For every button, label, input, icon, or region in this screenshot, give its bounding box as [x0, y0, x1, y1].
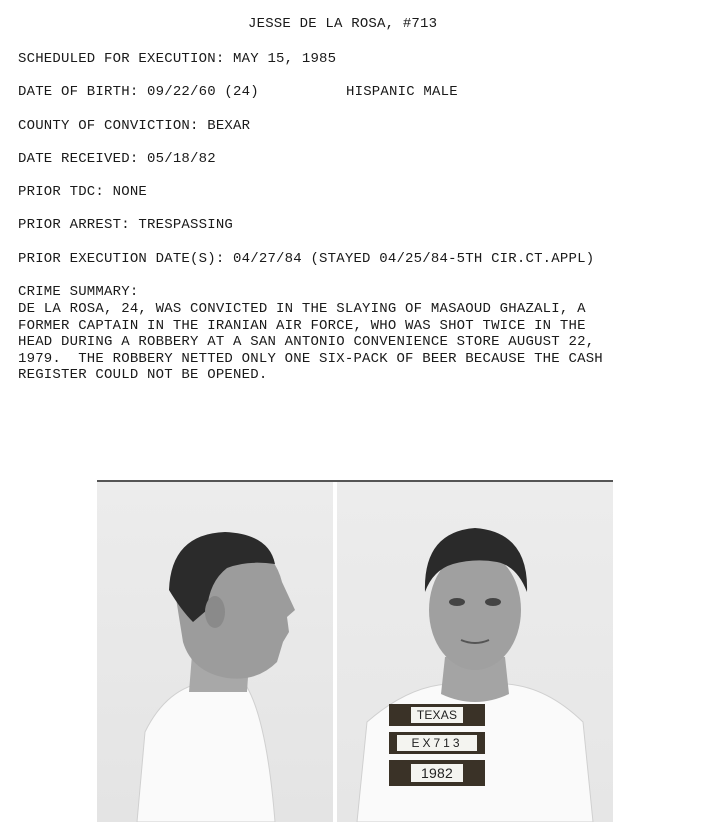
prior-arrest: PRIOR ARREST: TRESPASSING: [18, 217, 234, 233]
placard-year: 1982: [411, 764, 463, 782]
date-of-birth: DATE OF BIRTH: 09/22/60 (24): [18, 84, 259, 100]
identification-placard: [389, 704, 485, 788]
summary-line: 1979. THE ROBBERY NETTED ONLY ONE SIX-PACK OF BEER BECAUSE THE CASH: [18, 350, 603, 367]
prior-execution-dates: PRIOR EXECUTION DATE(S): 04/27/84 (STAYED 04/25/84-5TH CIR.CT.APPL): [18, 251, 595, 267]
mugshot-photo: [97, 480, 613, 822]
placard-number: EX713: [397, 735, 477, 751]
county-of-conviction: COUNTY OF CONVICTION: BEXAR: [18, 118, 251, 134]
summary-line: DE LA ROSA, 24, WAS CONVICTED IN THE SLAYING OF MASAOUD GHAZALI, A: [18, 301, 586, 317]
record-title: JESSE DE LA ROSA, #713: [248, 16, 438, 32]
summary-line: FORMER CAPTAIN IN THE IRANIAN AIR FORCE, WHO WAS SHOT TWICE IN THE: [18, 317, 586, 334]
race-sex: HISPANIC MALE: [346, 84, 458, 100]
summary-line: REGISTER COULD NOT BE OPENED.: [18, 367, 268, 383]
crime-summary-heading: CRIME SUMMARY:: [18, 284, 139, 300]
placard-state: TEXAS: [411, 707, 463, 723]
summary-line: HEAD DURING A ROBBERY AT A SAN ANTONIO CONVENIENCE STORE AUGUST 22,: [18, 334, 595, 350]
crime-summary-text: [18, 301, 708, 384]
execution-date: SCHEDULED FOR EXECUTION: MAY 15, 1985: [18, 51, 337, 67]
date-received: DATE RECEIVED: 05/18/82: [18, 151, 216, 167]
prior-tdc: PRIOR TDC: NONE: [18, 184, 148, 200]
profile-silhouette-icon: [97, 482, 333, 822]
profile-view-panel: [97, 482, 333, 822]
